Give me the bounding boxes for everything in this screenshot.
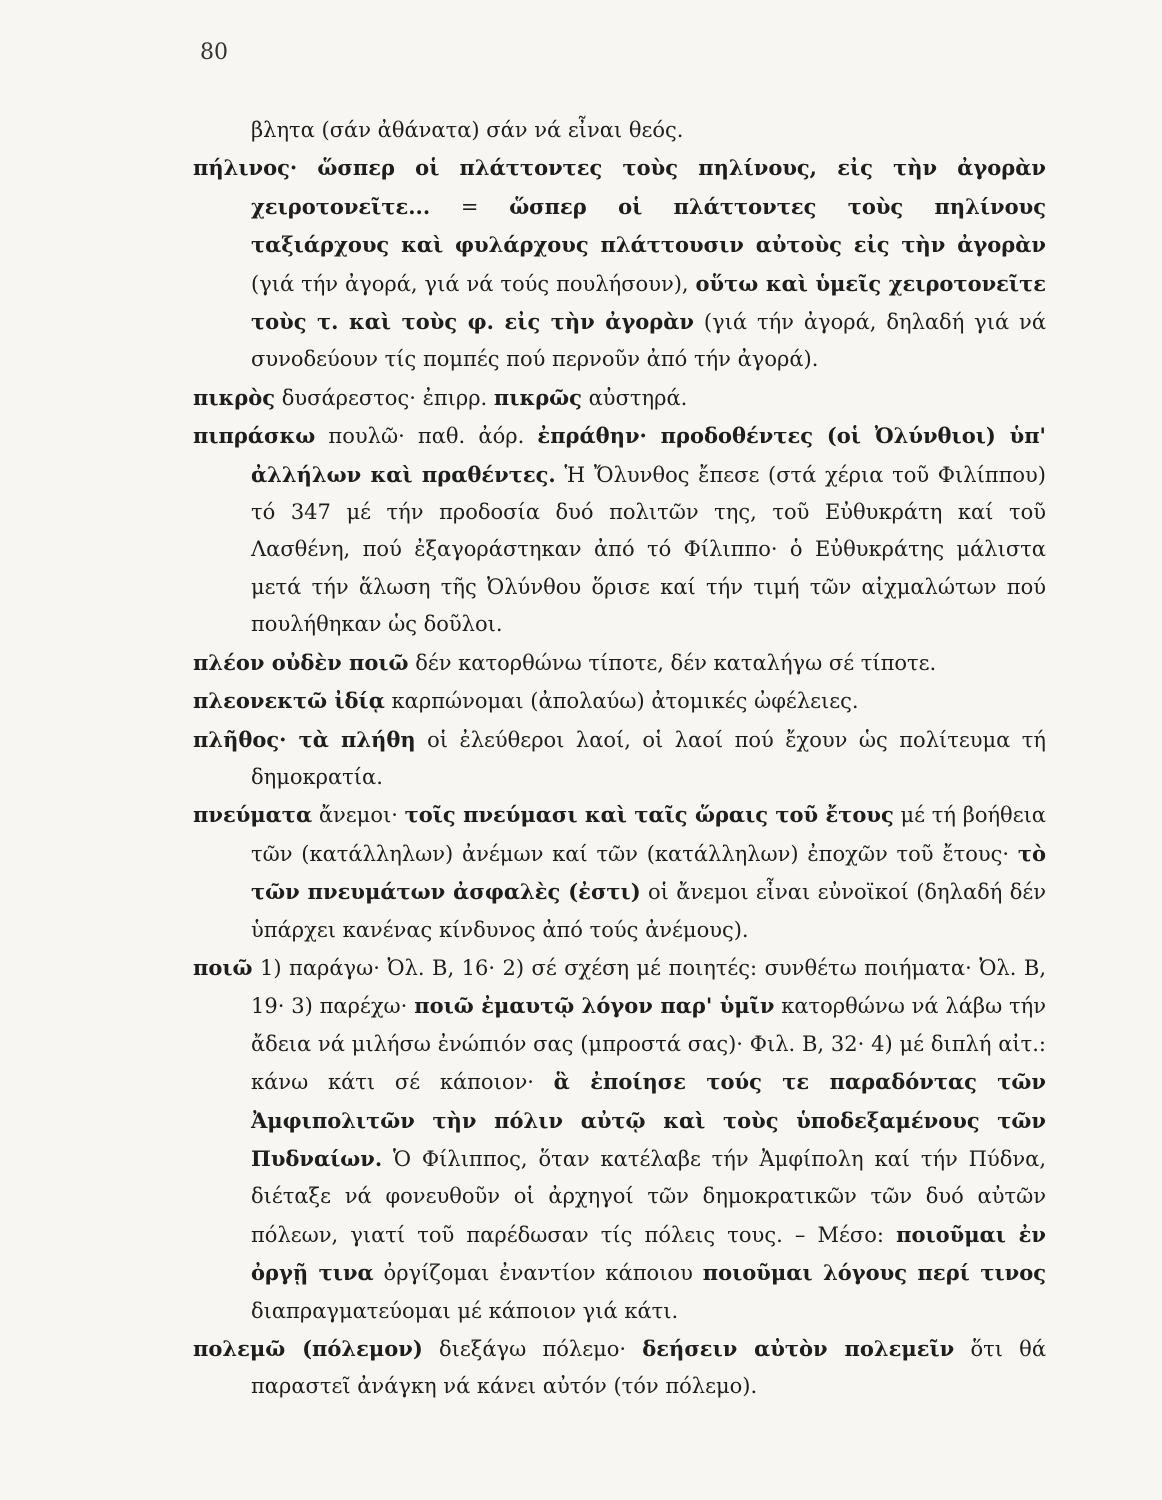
segment: μέ τή βοήθεια τῶν (κατάλληλων) ἀνέμων καί τῶν (κατάλληλων) ἐποχῶν τοῦ ἔτους· bbox=[251, 803, 1046, 866]
entry-poio bbox=[193, 949, 1046, 1330]
segment: βλητα (σάν ἀθάνατα) σάν νά εἶναι θεός. bbox=[251, 118, 684, 142]
segment: οἱ ἐλεύθεροι λαοί, οἱ λαοί πού ἔχουν ὡς πολίτευμα τή δημοκρατία. bbox=[251, 727, 1046, 789]
headword: πνεύματα bbox=[193, 802, 313, 828]
segment: ὅτι θά παραστεῖ ἀνάγκη νά κάνει αὐτόν (τόν πόλεμο). bbox=[251, 1337, 1047, 1399]
headword: πλεονεκτῶ ἰδίᾳ bbox=[193, 688, 385, 714]
segment: καρπώνομαι (ἀπολαύω) ἀτομικές ὠφέλειες. bbox=[384, 689, 859, 714]
headword: πιπράσκω bbox=[193, 423, 316, 449]
entry-pnevmata bbox=[193, 796, 1046, 949]
segment: ἄνεμοι· bbox=[312, 803, 405, 828]
segment-bold: οὕτω καὶ ὑμεῖς χειροτονεῖτε τοὺς τ. καὶ τοὺς φ. εἰς τὴν ἀγορὰν bbox=[251, 270, 1046, 335]
segment: δυσάρεστος· ἐπιρρ. bbox=[275, 385, 494, 410]
segment-bold: ποιῶ ἐμαυτῷ λόγον παρ' ὑμῖν bbox=[414, 993, 775, 1019]
segment-bold: ποιοῦμαι λόγους περί τινος bbox=[702, 1260, 1047, 1286]
page-number: 80 bbox=[200, 40, 228, 65]
segment: αὐστηρά. bbox=[581, 385, 688, 410]
entry-pilinos bbox=[193, 149, 1046, 378]
segment-bold: ὥσπερ οἱ πλάττοντες τοὺς πηλίνους ταξιάρχους καὶ φυλάρχους πλάττουσιν αὐτοὺς εἰς τὴν ἀγορὰν bbox=[251, 193, 1046, 258]
headword: πλέον οὐδὲν ποιῶ bbox=[193, 649, 409, 675]
headword: πήλινος· ὥσπερ οἱ πλάττοντες τοὺς πηλίνους, εἰς τὴν ἀγορὰν χειροτονεῖτε... bbox=[193, 155, 1046, 219]
headword: ποιῶ bbox=[193, 954, 253, 980]
entry-piprasko bbox=[193, 417, 1046, 643]
segment: ὀργίζομαι ἐναντίον κάποιου bbox=[373, 1261, 703, 1286]
segment: οἱ ἄνεμοι εἶναι εὐνοϊκοί (δηλαδή δέν ὑπάρχει κανένας κίνδυνος ἀπό τούς ἀνέμους). bbox=[251, 880, 1046, 942]
headword: πλῆθος· τὰ πλήθη bbox=[193, 726, 416, 752]
segment-bold: τοῖς πνεύμασι καὶ ταῖς ὥραις τοῦ ἔτους bbox=[404, 802, 894, 828]
segment: διεξάγω πόλεμο· bbox=[422, 1337, 643, 1361]
segment-bold: δεήσειν αὐτὸν πολεμεῖν bbox=[642, 1336, 955, 1361]
segment: = bbox=[430, 194, 510, 219]
segment: κατορθώνω νά λάβω τήν ἄδεια νά μιλήσω ἐνώπιόν σας (μπροστά σας)· Φιλ. Β, 32· 4) μέ διπλή αἰτ.: κάνω κάτι σέ κάποιον· bbox=[251, 994, 1046, 1095]
segment: δέν κατορθώνω τίποτε, δέν καταλήγω σέ τίποτε. bbox=[408, 650, 937, 675]
segment: (γιά τήν ἀγορά, δηλαδή γιά νά συνοδεύουν τίς πομπές πού περνοῦν ἀπό τήν ἀγορά). bbox=[251, 310, 1047, 372]
entry-plithos bbox=[193, 721, 1046, 797]
segment: Ἡ Ὄλυνθος ἔπεσε (στά χέρια τοῦ Φιλίππου) τό 347 μέ τήν προδοσία δυό πολιτῶν της, τοῦ Εὐθυκράτη καί τοῦ Λασθένη, πού ἐξαγοράστηκαν ἀπό τό Φίλιππο· ὁ Εὐθυκράτης μάλιστα μετά τήν ἅλωση τῆς Ὀλύνθου ὅρισε καί τήν τιμή τῶν αἰχμαλώτων πού πουλήθηκαν ὡς δοῦλοι. bbox=[251, 462, 1047, 637]
segment-bold: πικρῶς bbox=[493, 384, 582, 410]
segment: πουλῶ· παθ. ἀόρ. bbox=[315, 424, 538, 449]
segment-bold: τὸ τῶν πνευμάτων ἀσφαλὲς (ἐστι) bbox=[251, 840, 1046, 905]
headword: πικρὸς bbox=[193, 384, 276, 410]
segment-bold: ἐπράθην· προδοθέντες (οἱ Ὀλύνθιοι) ὑπ' ἀλλήλων καὶ πραθέντες. bbox=[251, 423, 1046, 487]
entry-polemo bbox=[193, 1330, 1046, 1406]
entry-pikros bbox=[193, 379, 1046, 417]
segment: διαπραγματεύομαι μέ κάποιον γιά κάτι. bbox=[251, 1298, 679, 1323]
segment: Ὁ Φίλιππος, ὅταν κατέλαβε τήν Ἀμφίπολη καί τήν Πύδνα, διέταξε νά φονευθοῦν οἱ ἀρχηγοί τῶν δημοκρατικῶν τῶν δυό αὐτῶν πόλεων, γιατί τοῦ παρέδωσαν τίς πόλεις τους. – Μέσο: bbox=[251, 1146, 1046, 1247]
entry-pleon bbox=[193, 644, 1046, 682]
segment-bold: ποιοῦμαι ἐν ὀργῇ τινα bbox=[251, 1221, 1046, 1286]
segment-bold: ἃ ἐποίησε τούς τε παραδόντας τῶν Ἀμφιπολιτῶν τὴν πόλιν αὐτῷ καὶ τοὺς ὑποδεξαμένους τῶν Πυδναίων. bbox=[251, 1069, 1046, 1171]
dictionary-body bbox=[193, 112, 1046, 1406]
entry-continuation bbox=[193, 112, 1046, 149]
segment: (γιά τήν ἀγορά, γιά νά τούς πουλήσουν), bbox=[251, 271, 696, 296]
entry-pleonekto bbox=[193, 682, 1046, 720]
headword: πολεμῶ (πόλεμον) bbox=[193, 1336, 423, 1361]
segment: 1) παράγω· Ὀλ. Β, 16· 2) σέ σχέση μέ ποιητές: συνθέτω ποιήματα· Ὀλ. Β, 19· 3) παρέχω· bbox=[251, 955, 1046, 1019]
